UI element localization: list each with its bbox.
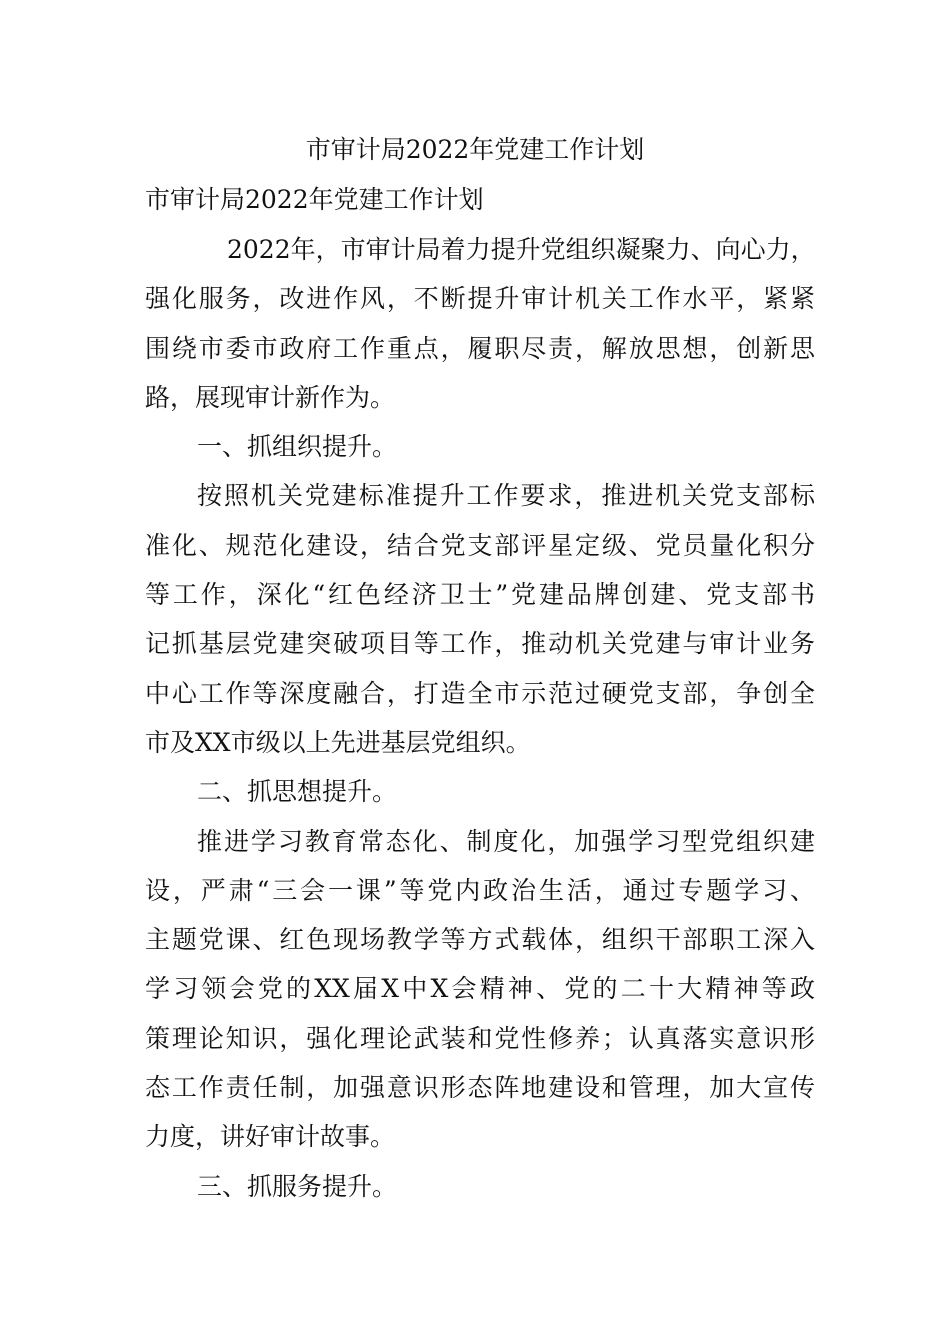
section-2-line: 主题党课、红色现场教学等方式载体，组织干部职工深入 — [145, 925, 815, 955]
section-1-line: 市及XX市级以上先进基层党组织。 — [145, 727, 531, 757]
section-1-line: 中心工作等深度融合，打造全市示范过硬党支部，争创全 — [145, 678, 815, 708]
intro-paragraph — [145, 225, 815, 422]
section-2-paragraph — [145, 817, 815, 1162]
section-2-heading: 二、抓思想提升。 — [197, 777, 398, 807]
section-2-line: 态工作责任制，加强意识形态阵地建设和管理，加大宣传 — [145, 1073, 815, 1103]
intro-line: 路，展现审计新作为。 — [145, 382, 396, 412]
intro-line: 强化服务，改进作风，不断提升审计机关工作水平，紧紧 — [145, 284, 815, 314]
section-2-line: 推进学习教育常态化、制度化，加强学习型党组织建 — [197, 826, 815, 856]
section-2-line: 学习领会党的XX届X中X会精神、党的二十大精神等政 — [145, 974, 815, 1004]
intro-line: 2022年，市审计局着力提升党组织凝聚力、向心力， — [227, 235, 816, 264]
document-title: 市审计局2022年党建工作计划 — [305, 135, 645, 164]
intro-line: 围绕市委市政府工作重点，履职尽责，解放思想，创新思 — [145, 333, 815, 363]
section-2-line: 力度，讲好审计故事。 — [145, 1122, 396, 1152]
document-body — [145, 225, 815, 1211]
section-1-paragraph — [145, 471, 815, 767]
section-1-line: 按照机关党建标准提升工作要求，推进机关党支部标 — [197, 481, 815, 511]
section-2-line: 设，严肃“三会一课”等党内政治生活，通过专题学习、 — [145, 875, 815, 905]
section-1-heading: 一、抓组织提升。 — [197, 432, 398, 462]
section-3-heading: 三、抓服务提升。 — [197, 1171, 398, 1201]
section-2-line: 策理论知识，强化理论武装和党性修养；认真落实意识形 — [145, 1023, 815, 1053]
section-1-line: 准化、规范化建设，结合党支部评星定级、党员量化积分 — [145, 530, 815, 560]
document-subtitle: 市审计局2022年党建工作计划 — [145, 185, 484, 214]
section-1-line: 记抓基层党建突破项目等工作，推动机关党建与审计业务 — [145, 629, 815, 659]
section-1-line: 等工作，深化“红色经济卫士”党建品牌创建、党支部书 — [145, 580, 815, 610]
